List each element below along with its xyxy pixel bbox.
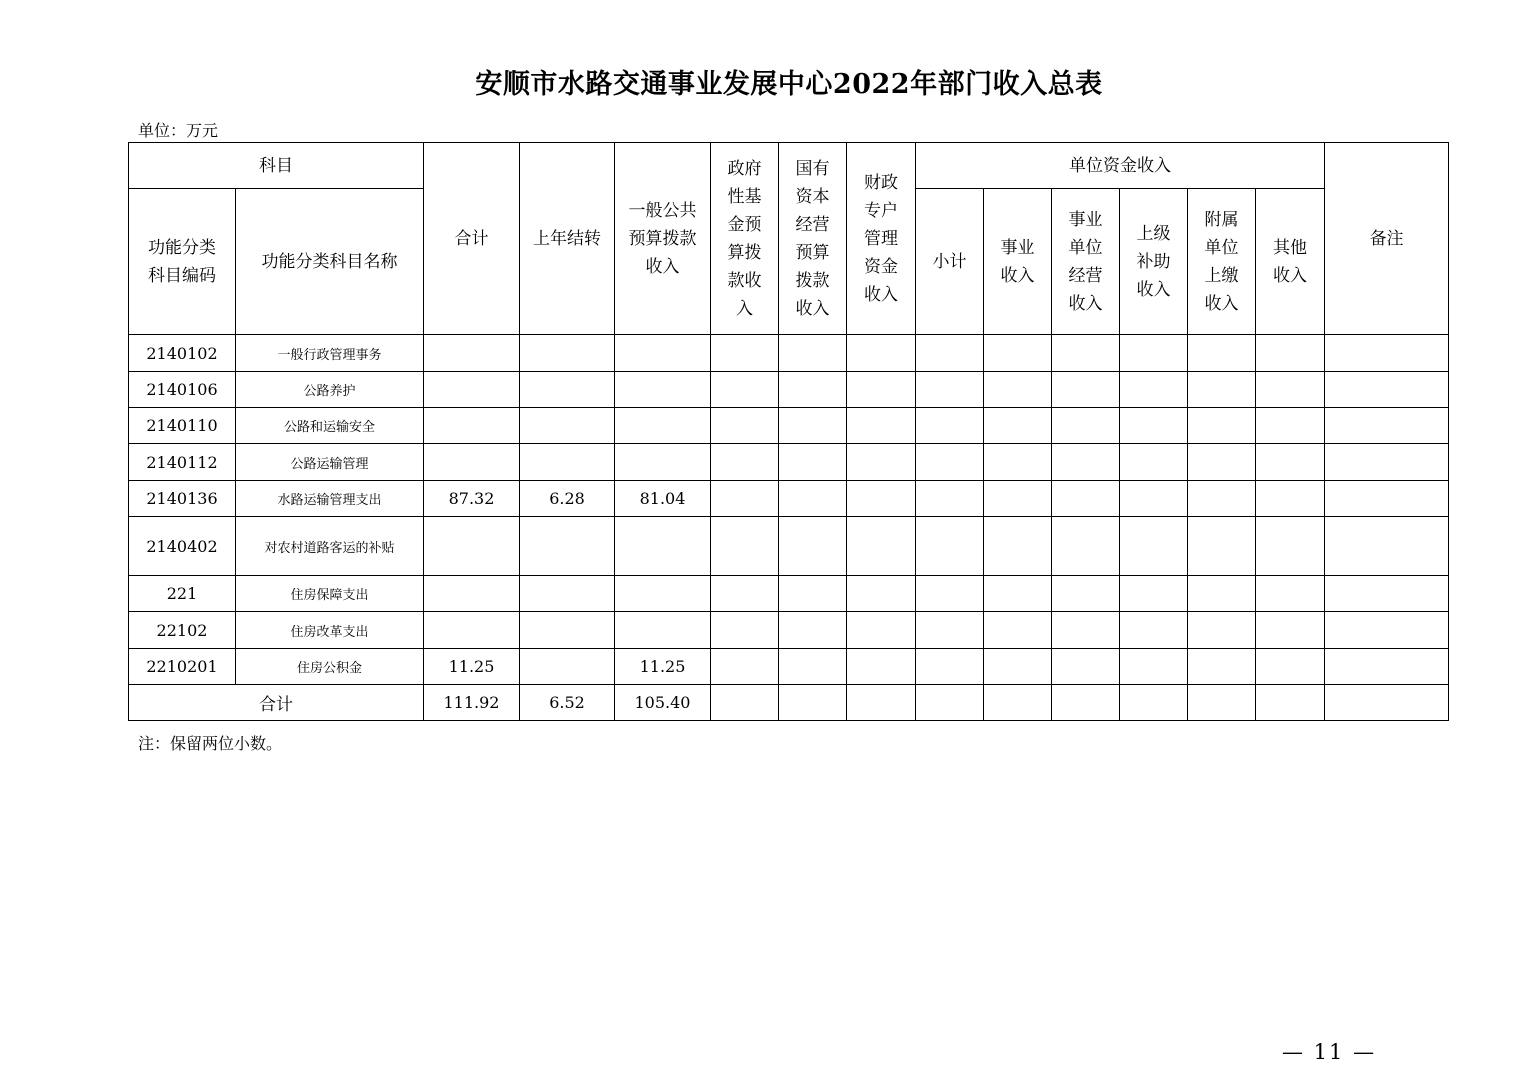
- row-code: 2140112: [129, 444, 236, 481]
- row-name: 公路养护: [236, 372, 424, 408]
- table-row: [129, 335, 1449, 372]
- header-operating: 事业 单位 经营 收入: [1052, 189, 1120, 335]
- header-name: 功能分类科目名称: [236, 189, 424, 335]
- total-carryover: 6.52: [520, 685, 615, 721]
- row-total: [424, 444, 520, 481]
- header-total: 合计: [424, 143, 520, 335]
- row-carryover: 6.28: [520, 481, 615, 517]
- table-row: [129, 612, 1449, 649]
- header-gov-fund: 政府 性基 金预 算拨 款收 入: [711, 143, 779, 335]
- total-sum: 111.92: [424, 685, 520, 721]
- row-code: 2140102: [129, 335, 236, 372]
- footnote: 注：保留两位小数。: [138, 734, 283, 753]
- row-carryover: [520, 649, 615, 685]
- row-general: 11.25: [615, 649, 711, 685]
- header-remark: 备注: [1325, 143, 1449, 335]
- income-table: [128, 142, 1449, 721]
- page-number: — 11 —: [1282, 1040, 1377, 1064]
- row-carryover: [520, 372, 615, 408]
- row-name: 对农村道路客运的补贴: [236, 517, 424, 576]
- row-general: [615, 372, 711, 408]
- row-code: 2140402: [129, 517, 236, 576]
- header-carryover: 上年结转: [520, 143, 615, 335]
- row-code: 221: [129, 576, 236, 612]
- total-label: 合计: [129, 685, 424, 721]
- row-name: 一般行政管理事务: [236, 335, 424, 372]
- row-total: [424, 612, 520, 649]
- row-code: 2210201: [129, 649, 236, 685]
- row-total: 11.25: [424, 649, 520, 685]
- row-name: 住房公积金: [236, 649, 424, 685]
- row-general: [615, 576, 711, 612]
- header-business: 事业 收入: [984, 189, 1052, 335]
- row-general: [615, 517, 711, 576]
- unit-label: 单位：万元: [138, 121, 219, 140]
- header-other: 其他 收入: [1256, 189, 1325, 335]
- row-name: 住房改革支出: [236, 612, 424, 649]
- row-general: [615, 444, 711, 481]
- table-row: [129, 408, 1449, 444]
- row-carryover: [520, 612, 615, 649]
- row-code: 2140136: [129, 481, 236, 517]
- row-general: [615, 612, 711, 649]
- row-carryover: [520, 576, 615, 612]
- header-subsidy: 上级 补助 收入: [1120, 189, 1188, 335]
- table-row: [129, 517, 1449, 576]
- table-row: [129, 649, 1449, 685]
- row-total: [424, 576, 520, 612]
- row-total: 87.32: [424, 481, 520, 517]
- header-subject: 科目: [129, 143, 424, 189]
- row-name: 水路运输管理支出: [236, 481, 424, 517]
- row-carryover: [520, 517, 615, 576]
- row-carryover: [520, 335, 615, 372]
- row-carryover: [520, 408, 615, 444]
- total-row: [129, 685, 1449, 721]
- row-general: 81.04: [615, 481, 711, 517]
- table-row: [129, 576, 1449, 612]
- table-row: [129, 481, 1449, 517]
- table-row: [129, 372, 1449, 408]
- page-title: 安顺市水路交通事业发展中心2022年部门收入总表: [475, 69, 1103, 100]
- row-general: [615, 335, 711, 372]
- row-carryover: [520, 444, 615, 481]
- row-general: [615, 408, 711, 444]
- header-state-capital: 国有 资本 经营 预算 拨款 收入: [779, 143, 847, 335]
- header-affiliated: 附属 单位 上缴 收入: [1188, 189, 1256, 335]
- total-general: 105.40: [615, 685, 711, 721]
- row-total: [424, 335, 520, 372]
- table-row: [129, 444, 1449, 481]
- row-code: 2140110: [129, 408, 236, 444]
- row-code: 2140106: [129, 372, 236, 408]
- row-name: 住房保障支出: [236, 576, 424, 612]
- header-unit-income: 单位资金收入: [916, 143, 1325, 189]
- header-code: 功能分类 科目编码: [129, 189, 236, 335]
- row-name: 公路运输管理: [236, 444, 424, 481]
- header-subtotal: 小计: [916, 189, 984, 335]
- row-total: [424, 408, 520, 444]
- header-general-budget: 一般公共 预算拨款 收入: [615, 143, 711, 335]
- row-total: [424, 372, 520, 408]
- row-name: 公路和运输安全: [236, 408, 424, 444]
- row-total: [424, 517, 520, 576]
- row-code: 22102: [129, 612, 236, 649]
- header-fiscal-special: 财政 专户 管理 资金 收入: [847, 143, 916, 335]
